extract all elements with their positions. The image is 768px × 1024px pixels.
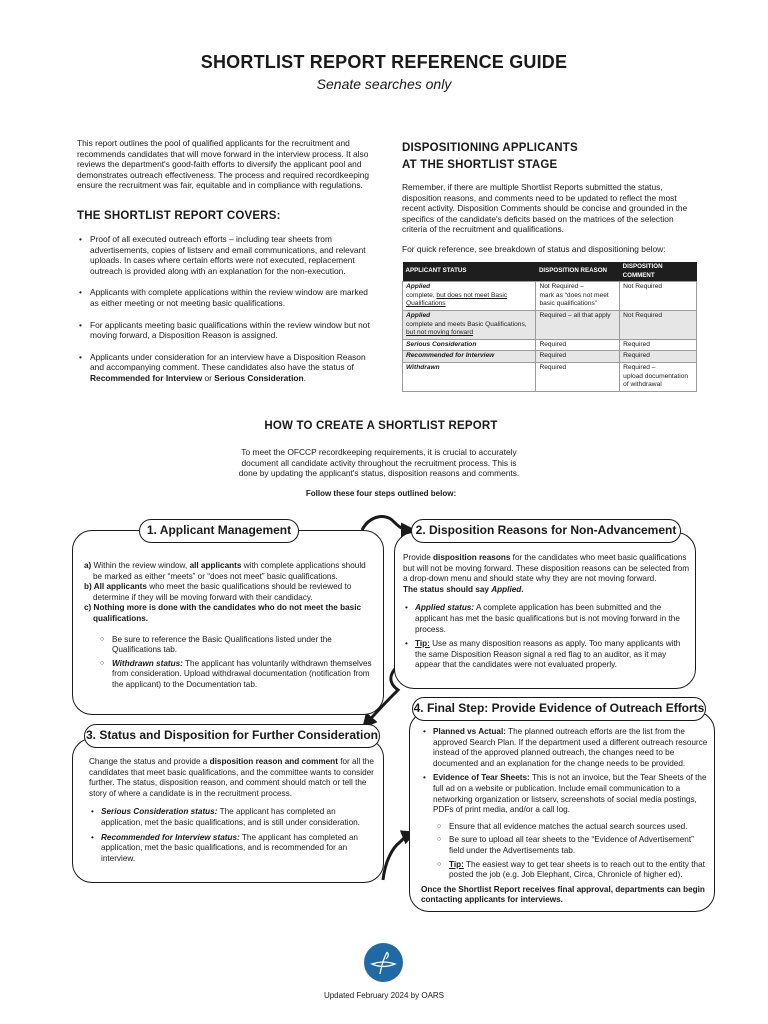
list-item: ○ Ensure that all evidence matches the actual search sources used.	[437, 822, 709, 833]
footer-text: Updated February 2024 by OARS	[323, 991, 445, 1000]
list-item: ○ Withdrawn status: The applicant has voluntarily withdrawn themselves from consideration. Upload withdrawal documentation (notification from the applicant) to the Documentation tab.	[100, 659, 376, 691]
list-item: • Proof of all executed outreach efforts – including tear sheets from advertisements, copies of listserv and email communications, and relevant uploads. In cases where certain efforts were not executed, replacement outreach is provided along with an explanation for the non-execution.	[77, 234, 377, 276]
table-row: Recommended for Interview Required Required	[403, 351, 697, 363]
step4-closing: Once the Shortlist Report receives final approval, departments can begin contacting applicants for interviews.	[421, 884, 705, 905]
list-item: • Tip: Use as many disposition reasons as apply. Too many applicants with the same Disposition Reason signal a red flag to an auditor, as it may appear that the candidates were not evaluated properly.	[403, 639, 691, 671]
step2-content: Provide disposition reasons for the candidates who meet basic qualifications but will not be moving forward. These disposition reasons can be selected from a drop-down menu and should state why they are not moving forward. The status should say Applied. • Applied status: A complete application has been submitted and the applicant has met the basic qualifications but is not moving forward in the process. • Tip: Use as many disposition reasons as apply. Too many applicants with the same Disposition Reason signal a red flag to an auditor, as it may appear that the candidates were not evaluated properly.	[403, 553, 691, 675]
intro-paragraph: This report outlines the pool of qualified applicants for the recruitment and recommends candidates that will move forward in the interview process. It also reviews the department's good-faith efforts to diversify the applicant pool and demonstrates outreach effectiveness. The process and required recordkeeping ensure the recruitment was fair, equitable and in compliance with regulations.	[77, 138, 370, 191]
follow-steps-text: Follow these four steps outlined below:	[305, 489, 457, 498]
step1-title: 1. Applicant Management	[139, 519, 299, 543]
list-item: • Applied status: A complete application has been submitted and the applicant has met the basic qualifications but is not moving forward in the process.	[403, 603, 691, 635]
list-item: ○ Be sure to upload all tear sheets to the “Evidence of Advertisement” field under the Advertisements tab.	[437, 835, 709, 856]
column-header: DISPOSITION REASON	[536, 262, 620, 282]
dispositioning-reference: For quick reference, see breakdown of status and dispositioning below:	[402, 244, 666, 254]
step3-title: 3. Status and Disposition for Further Consideration	[84, 724, 380, 748]
table-row: Withdrawn Required Required – upload documentation of withdrawal	[403, 362, 697, 391]
step2-title: 2. Disposition Reasons for Non-Advancement	[411, 519, 681, 543]
table-row: Serious Consideration Required Required	[403, 339, 697, 351]
list-item: • Evidence of Tear Sheets: This is not an invoice, but the Tear Sheets of the full ad on a website or publication. Include email communication to a networking organization or listserv, screenshots of social media postings, PDFs of print media, and/or a call log.	[421, 773, 709, 815]
list-item: • Recommended for Interview status: The applicant has completed an application, met the basic qualifications, and is recommended for an interview.	[89, 833, 379, 865]
oars-logo	[364, 943, 403, 982]
list-item: • Serious Consideration status: The applicant has completed an application, met the basic qualifications, and is still under consideration.	[89, 807, 379, 828]
dispositioning-heading: DISPOSITIONING APPLICANTS AT THE SHORTLIST STAGE	[402, 142, 578, 171]
list-item: • For applicants meeting basic qualifications within the review window but not moving forward, a Disposition Reason is assigned.	[77, 320, 377, 341]
covers-heading: THE SHORTLIST REPORT COVERS:	[77, 210, 281, 222]
list-item: • Applicants with complete applications within the review window are marked as either meeting or not meeting basic qualifications.	[77, 287, 377, 308]
step1-content: a) Within the review window, all applicants with complete applications should be marked as either “meets” or “does not meet” basic qualifications. b) All applicants who meet the basic qualifications should be reviewed to determine if they will be moving forward with their candidacy. c) Nothing more is done with the candidates who do not meet the basic qualifications. ○ Be sure to reference the Basic Qualifications listed under the Qualifications tab. ○ Withdrawn status: The applicant has voluntarily withdrawn themselves from consideration. Upload withdrawal documentation (notification from the applicant) to the Documentation tab.	[84, 561, 376, 694]
list-item: • Applicants under consideration for an interview have a Disposition Reason and accompanying comment. These candidates also have the status of Recommended for Interview or Serious Consideration.	[77, 352, 377, 384]
oars-logo-icon	[364, 943, 403, 982]
column-header: DISPOSITION COMMENT	[620, 262, 697, 282]
table-row: Applied complete, but does not meet Basic Qualifications Not Required – mark as “does not meet basic qualifications” Not Required	[403, 282, 697, 311]
arrow-step1-to-step2	[362, 517, 410, 530]
arrow-step3-to-step4	[383, 834, 411, 880]
list-item: • Planned vs Actual: The planned outreach efforts are the list from the approved Search Plan. If the department used a different outreach resource instead of the approved planned outreach, the changes need to be documented and an explanation for the change needs to be provided.	[421, 727, 709, 769]
table-row: Applied complete and meets Basic Qualifications, but not moving forward Required – all that apply Not Required	[403, 310, 697, 339]
how-to-heading: HOW TO CREATE A SHORTLIST REPORT	[264, 420, 498, 432]
list-item: ○ Be sure to reference the Basic Qualifications listed under the Qualifications tab.	[100, 635, 376, 656]
column-header: APPLICANT STATUS	[403, 262, 536, 282]
dispositioning-paragraph: Remember, if there are multiple Shortlist Reports submitted the status, disposition reasons, and comments need to be updated to reflect the most recent activity. Disposition Comments should be concise and grounded in the specifics of the candidate's deficits based on the matrices of the selection criteria of the recruitment and qualifications.	[402, 182, 688, 235]
list-item: ○ Tip: The easiest way to get tear sheets is to reach out to the entity that posted the job (e.g. Job Elephant, Circa, Chronicle of higher ed).	[437, 860, 709, 881]
step3-content: Change the status and provide a disposition reason and comment for all the candidates that meet basic qualifications, and the committee wants to consider further. The status, disposition reason, and comment should match or tell the story of where a candidate is in the recruitment process. • Serious Consideration status: The applicant has completed an application, met the basic qualifications, and is still under consideration. • Recommended for Interview status: The applicant has completed an application, met the basic qualifications, and is recommended for an interview.	[89, 757, 379, 868]
step4-title: 4. Final Step: Provide Evidence of Outreach Efforts	[412, 697, 706, 721]
page-subtitle: Senate searches only	[316, 76, 452, 92]
how-to-paragraph: To meet the OFCCP recordkeeping requirements, it is crucial to accurately document all candidate activity throughout the recruitment process. This is done by updating the applicant's status, disposition reasons and comments.	[238, 447, 520, 479]
step4-content	[421, 727, 709, 906]
page-title: SHORTLIST REPORT REFERENCE GUIDE	[200, 52, 568, 72]
